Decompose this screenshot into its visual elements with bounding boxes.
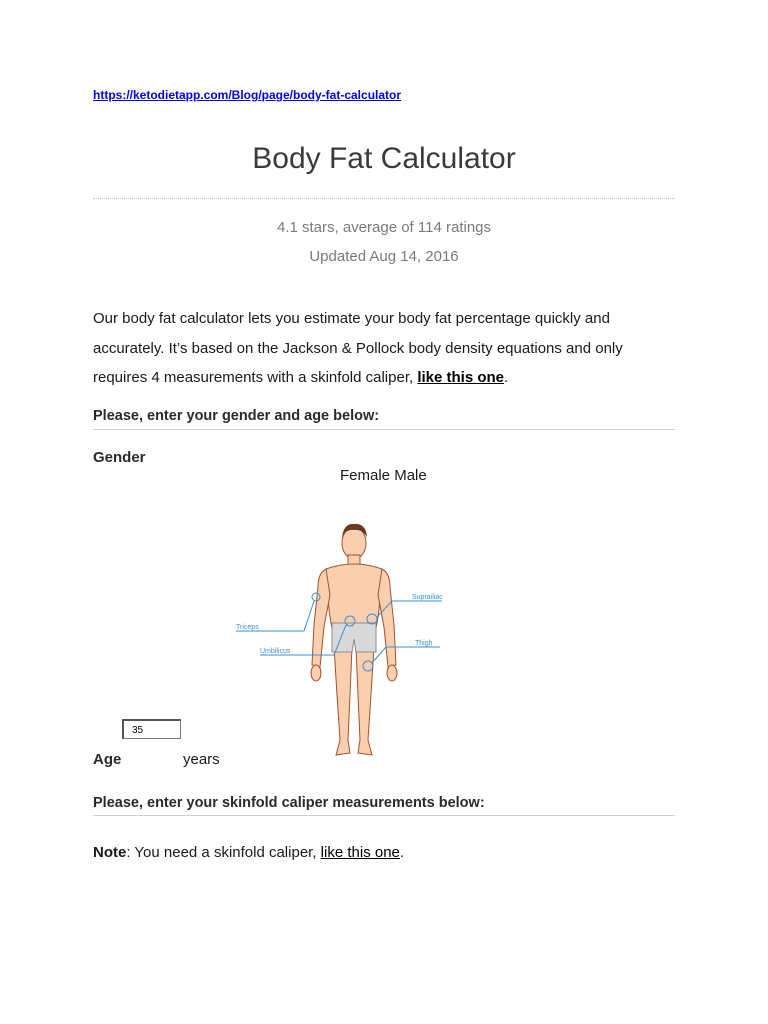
age-input[interactable] [122,719,181,739]
updated-date: Updated Aug 14, 2016 [309,248,459,265]
intro-line-3-text: requires 4 measurements with a skinfold caliper, [93,369,418,386]
triceps-label: Triceps [236,624,259,631]
title-divider [93,198,675,199]
note-colon: : [126,844,131,861]
thigh-label: Thigh [415,640,433,647]
note-label: Note [93,844,127,861]
rating-summary: 4.1 stars, average of 114 ratings [276,219,491,236]
age-unit-label: years [183,751,220,768]
gender-age-heading: Please, enter your gender and age below: [93,408,380,424]
intro-paragraph [93,304,683,393]
body-diagram-icon [222,515,488,767]
gender-options [340,467,427,484]
note-end: . [399,844,405,861]
source-url-link[interactable]: https://ketodietapp.com/Blog/page/body-fat-calculator [93,88,402,102]
caliper-note [93,844,404,861]
page-title: Body Fat Calculator [252,142,516,175]
umbilicus-label: Umbilicus [260,648,291,655]
gender-option-male[interactable]: Male [394,467,427,484]
age-label: Age [93,751,122,768]
measurements-heading: Please, enter your skinfold caliper measurements below: [93,795,485,811]
caliper-link[interactable]: like this one [417,369,505,386]
intro-line-3-end: . [504,369,509,386]
intro-line-1: Our body fat calculator lets you estimate your body fat percentage quickly and [93,310,610,327]
note-text: You need a skinfold caliper, [130,844,321,861]
section-divider [93,429,675,430]
gender-option-female[interactable]: Female [340,467,391,484]
intro-line-3 [93,363,683,393]
gender-label: Gender [93,449,146,466]
caliper-link-2[interactable]: like this one [320,844,400,861]
suprailiac-label: Suprailiac [412,594,443,601]
intro-line-2: accurately. It’s based on the Jackson & Pollock body density equations and only [93,339,623,357]
section-divider-2 [93,815,675,816]
